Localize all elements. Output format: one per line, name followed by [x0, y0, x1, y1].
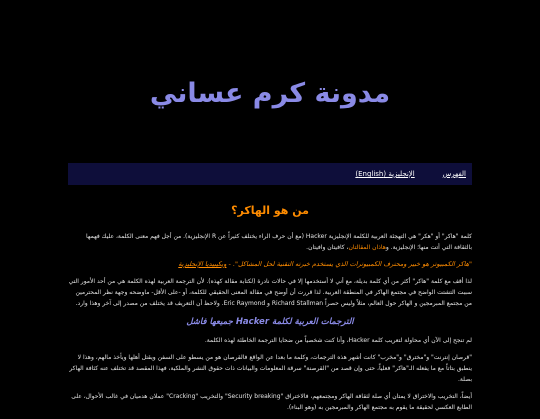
- paragraph-breaking: أيضاً، التخريب والاختراق لا يمتان أي صلة لثقافة الهاكر ومجتمعهم، فالاختراق "Security breaking" والتخريب "Cracking" عملان هدميان في غالب الأحوال، على الطابع العكسي لحقيقة ما يقوم به مجتمع الهاكر والمبرمجين به (وهو البناء).: [71, 393, 472, 411]
- top-nav: [68, 163, 472, 185]
- articles-link[interactable]: هاذان المقالتان: [348, 244, 386, 251]
- article-content: [68, 204, 472, 419]
- paragraph-translation-intro: لم تنجح إلى الآن أي محاولة لتعريب كلمة Hacker، وأنا كنت شخصياً من ضحايا الترجمة الخاطئة لهذه الكلمة.: [204, 337, 472, 344]
- quote-text: "هاكر الكمبيوتر هو خبير ومحترف الكمبيوترات الذي يستخدم خبرته التقنية لحل المشاكل". -: [226, 260, 472, 268]
- quote-source-link[interactable]: ويكيبيديا الإنجليزية: [178, 260, 227, 268]
- article-heading: من هو الهاكر؟: [231, 204, 309, 217]
- article-subheading: الترجمات العربية لكلمة Hacker جميعها فاشل: [186, 317, 354, 327]
- paragraph-intro: [68, 231, 472, 253]
- paragraph-pirate: "قرصان إنترنت" و"مخترق" و"مخرب" كانت أشهر هذه الترجمات، وكلمة ما بعدا عن الواقع فالقرصان هو من يسطو على السفن ويقتل أهلها ويأخذ مالهم، وهذا لا ينطبق بتاتاً مع ما يفعله الـ"هاكر" فعلياً، حتى وإن قصد من "القرصنة" سرقة المعلومات والبيانات ذات حقوق النشر والملكية، فهذا المقصد قد تختلف عنه كثافة الهاكر بصلة.: [69, 354, 472, 383]
- paragraph-explanation: لذا أقف مع كلمة "هاكر" أكثر من أي كلمة بديلة، مع أني لا أستخدمها إلا في حالات نادرة (لكتابة مقالة كهذه). لأن الترجمة العربية لهذه الكلمة هي من أحد الأمور التي سببت التشتت الواضح في مجتمع الهاكر في المنطقة العربية. لذا قررت أن أوضح في مقالة المعنى الحقيقي للكلمة، أو -على الأقل- ماوضحه وجهة نظر المحترمين من مجتمع المبرمجين و الهاكر حول العالم، مثلاً وليس حصراً Richard Stallman و Eric Raymond. ولاحظ أن التعريف قد يختلف من مصدر إلى آخر وهذا وارد.: [68, 278, 472, 307]
- nav-item-english[interactable]: الإنجليزية (English): [355, 170, 415, 178]
- wikipedia-quote: [68, 259, 472, 270]
- nav-item-index[interactable]: الفهرس: [442, 170, 466, 178]
- site-title: مدونة كرم عساني: [149, 78, 391, 109]
- paragraph-intro-text-b: ، كافيتان وافيتان.: [306, 244, 349, 251]
- paragraph-intro-text-a: كلمة "هاكر" أو "هكر" هي التهجئة العربية للكلمة الإنجليزية Hacker (مع أن حرف الراء يختلف كثيراً عن R الإنجليزية). من أجل فهم معنى الكلمة، عليك فهمها بالثقافة التي أتت منها؛ الإنجليزية. و: [86, 233, 472, 251]
